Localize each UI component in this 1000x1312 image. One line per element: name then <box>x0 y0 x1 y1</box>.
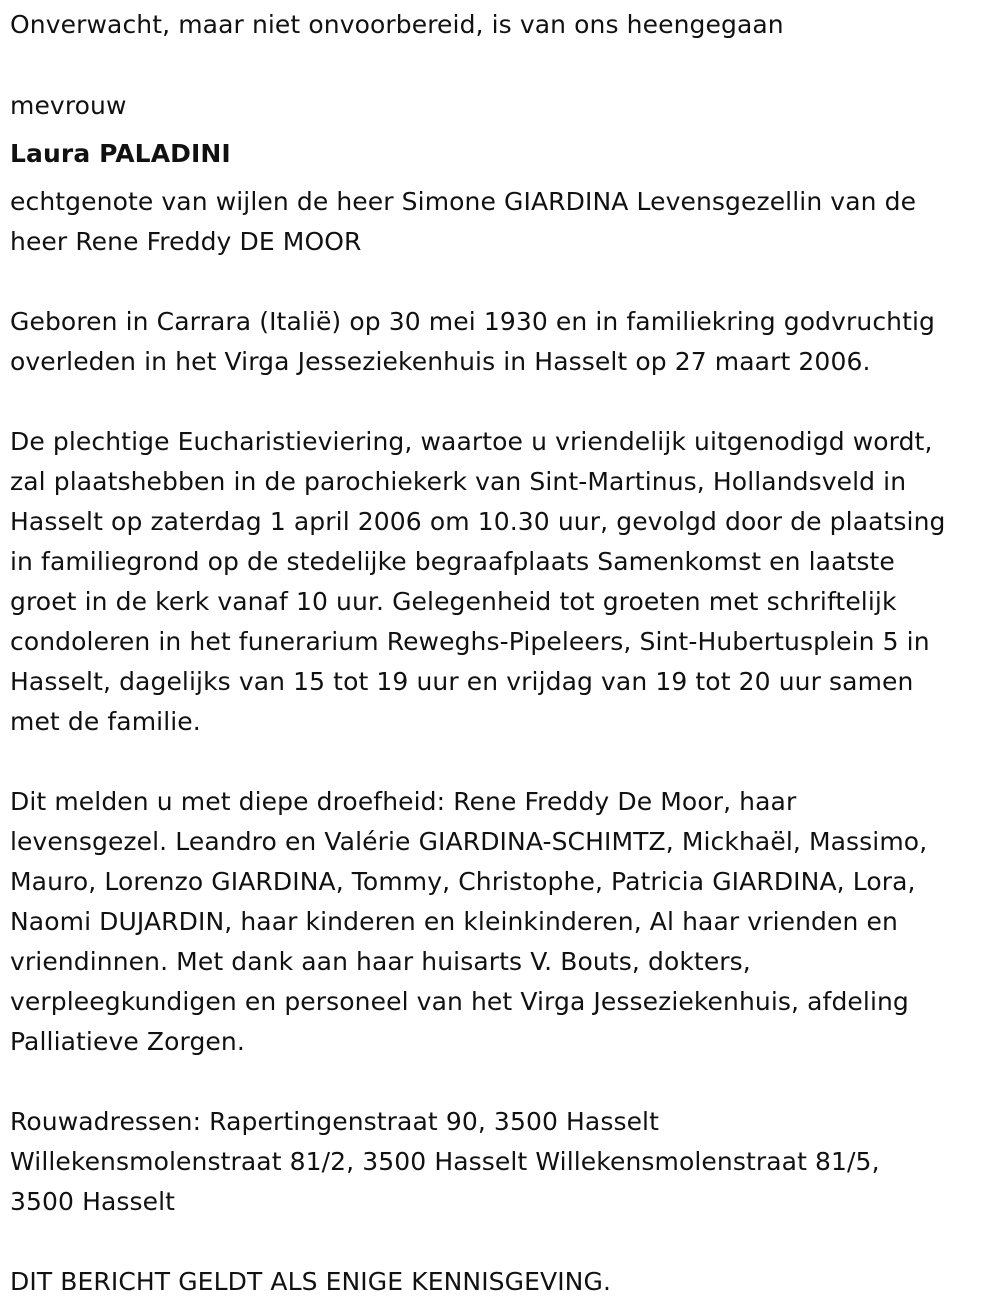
salutation: mevrouw <box>10 91 127 120</box>
intro-line: Onverwacht, maar niet onvoorbereid, is van ons heengegaan <box>10 10 784 39</box>
birth-death-line: Geboren in Carrara (Italië) op 30 mei 1930 en in familiekring godvruchtig <box>10 307 936 336</box>
ceremony-line: Hasselt, dagelijks van 15 tot 19 uur en vrijdag van 19 tot 20 uur samen <box>10 667 914 696</box>
ceremony-line: met de familie. <box>10 707 201 736</box>
family-line: verpleegkundigen en personeel van het Virga Jesseziekenhuis, afdeling <box>10 987 909 1016</box>
address-line: Rouwadressen: Rapertingenstraat 90, 3500 Hasselt <box>10 1107 660 1136</box>
ceremony-line: zal plaatshebben in de parochiekerk van Sint-Martinus, Hollandsveld in <box>10 467 907 496</box>
ceremony-line: De plechtige Eucharistieviering, waartoe u vriendelijk uitgenodigd wordt, <box>10 427 933 456</box>
deceased-name: Laura PALADINI <box>10 139 231 168</box>
relation-line: echtgenote van wijlen de heer Simone GIARDINA Levensgezellin van de <box>10 187 917 216</box>
family-line: Mauro, Lorenzo GIARDINA, Tommy, Christophe, Patricia GIARDINA, Lora, <box>10 867 916 896</box>
ceremony-line: in familiegrond op de stedelijke begraafplaats Samenkomst en laatste <box>10 547 895 576</box>
address-line: 3500 Hasselt <box>10 1187 176 1216</box>
ceremony-line: condoleren in het funerarium Reweghs-Pipeleers, Sint-Hubertusplein 5 in <box>10 627 930 656</box>
ceremony-line: groet in de kerk vanaf 10 uur. Gelegenheid tot groeten met schriftelijk <box>10 587 897 616</box>
closing-statement: DIT BERICHT GELDT ALS ENIGE KENNISGEVING. <box>10 1267 611 1296</box>
family-line: Naomi DUJARDIN, haar kinderen en kleinkinderen, Al haar vrienden en <box>10 907 898 936</box>
relation-line: heer Rene Freddy DE MOOR <box>10 227 362 256</box>
family-line: vriendinnen. Met dank aan haar huisarts V. Bouts, dokters, <box>10 947 751 976</box>
family-line: Dit melden u met diepe droefheid: Rene Freddy De Moor, haar <box>10 787 797 816</box>
family-line: levensgezel. Leandro en Valérie GIARDINA-SCHIMTZ, Mickhaël, Massimo, <box>10 827 928 856</box>
ceremony-line: Hasselt op zaterdag 1 april 2006 om 10.30 uur, gevolgd door de plaatsing <box>10 507 946 536</box>
birth-death-line: overleden in het Virga Jesseziekenhuis in Hasselt op 27 maart 2006. <box>10 347 871 376</box>
address-line: Willekensmolenstraat 81/2, 3500 Hasselt Willekensmolenstraat 81/5, <box>10 1147 880 1176</box>
family-line: Palliatieve Zorgen. <box>10 1027 245 1056</box>
